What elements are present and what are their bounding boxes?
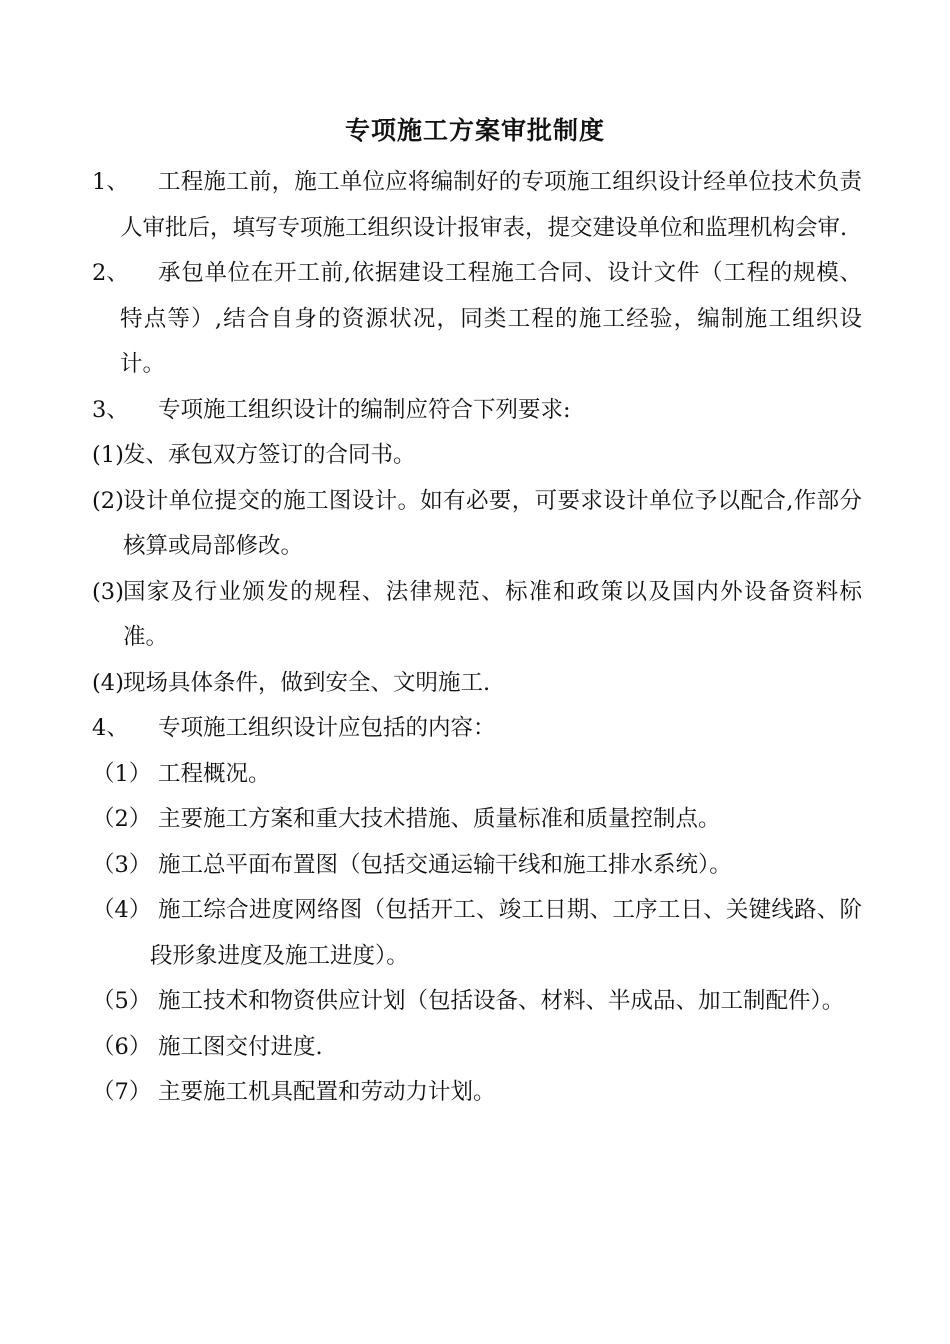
item-marker: （7） xyxy=(92,1079,152,1105)
item-marker: （5） xyxy=(92,988,152,1014)
item-text: 工程概况。 xyxy=(158,760,271,787)
item-text: 国家及行业颁发的规程、法律规范、标准和政策以及国内外设备资料标准。 xyxy=(123,578,862,650)
item-marker: (3) xyxy=(92,578,124,605)
item-marker: （6） xyxy=(92,1033,152,1060)
list-item xyxy=(92,1025,862,1071)
item-text: 施工总平面布置图（包括交通运输干线和施工排水系统）。 xyxy=(158,851,732,878)
list-item xyxy=(92,706,862,752)
list-item xyxy=(92,570,862,661)
list-item xyxy=(92,843,862,889)
item-marker: 4、 xyxy=(92,715,129,741)
list-item xyxy=(92,752,862,798)
list-item xyxy=(92,433,862,479)
item-text: 施工技术和物资供应计划（包括设备、材料、半成品、加工制配件）。 xyxy=(158,988,845,1014)
list-item xyxy=(92,797,862,843)
item-text: 专项施工组织设计的编制应符合下列要求: xyxy=(158,396,571,423)
list-item xyxy=(92,661,862,707)
item-marker: （2） xyxy=(92,806,152,832)
item-text: 工程施工前，施工单位应将编制好的专项施工组织设计经单位技术负责人审批后，填写专项施工组织设计报审表，提交建设单位和监理机构会审. xyxy=(120,169,862,241)
item-text: 主要施工方案和重大技术措施、质量标准和质量控制点。 xyxy=(158,806,721,832)
list-item xyxy=(92,1070,862,1116)
document-body xyxy=(92,160,862,1116)
list-item xyxy=(92,479,862,570)
item-marker: （1） xyxy=(92,760,152,787)
item-text: 设计单位提交的施工图设计。如有必要，可要求设计单位予以配合,作部分核算或局部修改。 xyxy=(123,487,862,559)
list-item xyxy=(92,251,862,388)
item-marker: 2、 xyxy=(92,260,129,286)
item-text: 承包单位在开工前,依据建设工程施工合同、设计文件（工程的规模、特点等）,结合自身的资源状况，同类工程的施工经验，编制施工组织设计。 xyxy=(120,260,862,377)
item-text: 专项施工组织设计应包括的内容： xyxy=(158,715,496,741)
item-marker: 1、 xyxy=(92,169,129,195)
item-marker: (1) xyxy=(92,442,124,468)
item-marker: （3） xyxy=(92,851,152,878)
item-marker: (2) xyxy=(92,487,124,514)
list-item xyxy=(92,979,862,1025)
item-marker: 3、 xyxy=(92,396,129,423)
item-marker: （4） xyxy=(92,897,152,923)
document-title: 专项施工方案审批制度 xyxy=(344,116,605,145)
item-text: 主要施工机具配置和劳动力计划。 xyxy=(158,1079,496,1105)
item-text: 发、承包双方签订的合同书。 xyxy=(123,442,416,468)
list-item xyxy=(92,888,862,979)
item-marker: (4) xyxy=(92,669,124,696)
list-item xyxy=(92,388,862,434)
item-text: 施工图交付进度. xyxy=(158,1033,323,1060)
item-text: 现场具体条件，做到安全、文明施工. xyxy=(123,669,491,696)
list-item xyxy=(92,160,862,251)
item-text: 施工综合进度网络图（包括开工、竣工日期、工序工日、关键线路、阶段形象进度及施工进度）。 xyxy=(150,897,862,969)
